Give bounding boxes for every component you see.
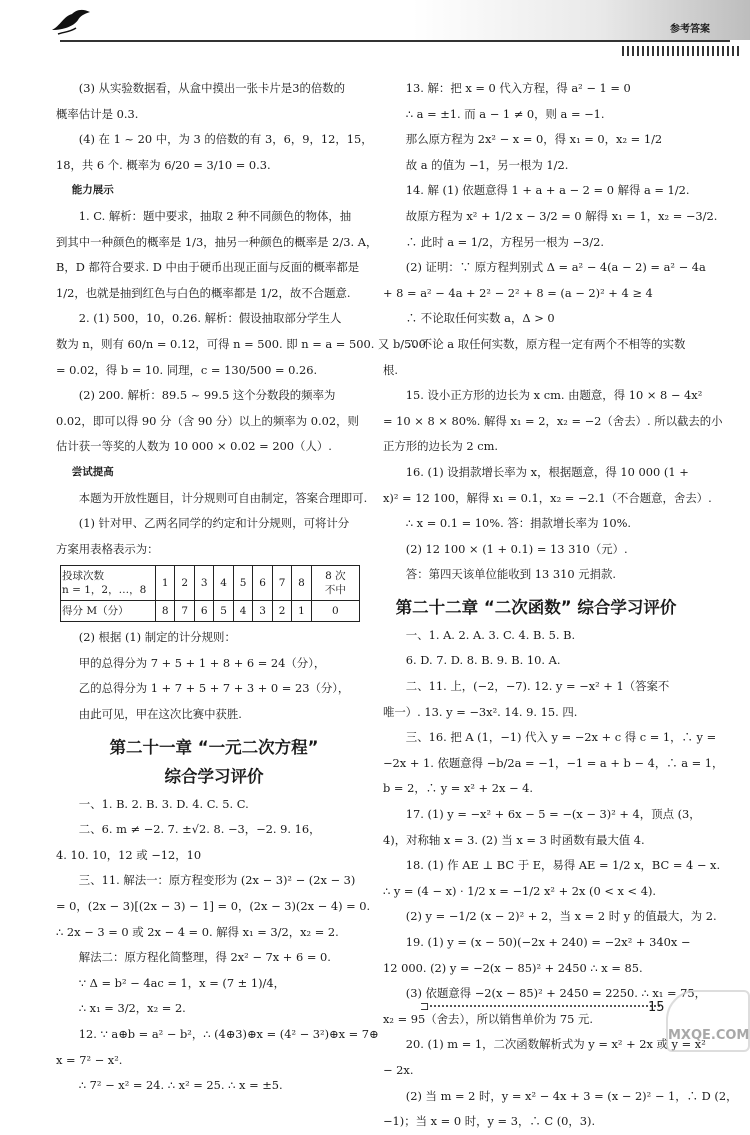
paragraph: 2. (1) 500，10，0.26. 解析：假设抽取部分学生人 — [78, 311, 342, 326]
paragraph: 12. ∵ a⊕b = a² − b²，∴ (4⊕3)⊕x = (4² − 3²)⊕x = 7⊕ — [78, 1027, 379, 1041]
page-number: 15 — [648, 1000, 665, 1015]
paragraph: x)² = 12 100，解得 x₁ = 0.1，x₂ = −2.1（不合题意，舍去）. — [383, 490, 712, 505]
paragraph: ∴ 不论取任何实数 a，Δ > 0 — [405, 311, 555, 326]
table-cell: 8 次 不中 — [311, 566, 359, 601]
paragraph: 4)，对称轴 x = 3. (2) 当 x = 3 时函数有最大值 4. — [383, 832, 645, 847]
paragraph: 6. D. 7. D. 8. B. 9. B. 10. A. — [405, 653, 561, 668]
paragraph: b = 2，∴ y = x² + 2x − 4. — [383, 781, 534, 796]
paragraph: (3) 依题意得 −2(x − 85)² + 2450 = 2250. ∴ x₁ = 75， — [405, 986, 707, 1001]
table-cell: 8 — [292, 566, 311, 601]
header-title: 参考答案 — [670, 24, 710, 35]
paragraph: 12 000. (2) y = −2(x − 85)² + 2450 ∴ x = 85. — [383, 960, 643, 975]
section-heading: 尝试提高 — [71, 465, 114, 478]
table-row — [61, 601, 360, 622]
paragraph: 4. 10. 10，12 或 −12，10 — [56, 847, 202, 862]
table-cell: 5 — [233, 566, 252, 601]
paragraph: = 0，(2x − 3)[(2x − 3) − 1] = 0，(2x − 3)(2x − 4) = 0. — [56, 899, 371, 914]
paragraph: 一、1. B. 2. B. 3. D. 4. C. 5. C. — [78, 796, 249, 811]
paragraph: 唯一）. 13. y = −3x². 14. 9. 15. 四. — [383, 704, 578, 719]
paragraph: 20. (1) m = 1，二次函数解析式为 y = x² + 2x 或 y = x² — [405, 1037, 706, 1052]
paragraph: ∵ Δ = b² − 4ac = 1，x = (7 ± 1)/4， — [78, 975, 286, 990]
footer-dotted-rule — [430, 1005, 660, 1007]
paragraph: (3) 从实验数据看，从盒中摸出一张卡片是3的倍数的 — [78, 81, 346, 95]
paragraph: ∴ x = 0.1 = 10%. 答：捐款增长率为 10%. — [405, 516, 632, 531]
paragraph: 概率估计是 0.3. — [56, 106, 139, 121]
table-cell: 7 — [272, 566, 291, 601]
chapter-title: 第二十二章 “二次函数” 综合学习评价 — [395, 597, 677, 617]
bird-logo-icon — [50, 6, 94, 36]
paragraph: x₂ = 95（舍去），所以销售单价为 75 元. — [383, 1011, 594, 1026]
table-cell: 4 — [233, 601, 252, 622]
paragraph: 14. 解 (1) 依题意得 1 + a + a − 2 = 0 解得 a = 1/2. — [405, 183, 690, 198]
paragraph: (1) 针对甲、乙两名同学的约定和计分规则，可将计分 — [78, 516, 350, 531]
paragraph: 故 a 的值为 −1，另一根为 1/2. — [405, 157, 569, 172]
paragraph: + 8 = a² − 4a + 2² − 2² + 8 = (a − 2)² + 4 ≥ 4 — [383, 285, 653, 300]
table-cell: 1 — [292, 601, 311, 622]
paragraph: (2) 12 100 × (1 + 0.1) = 13 310（元）. — [405, 541, 628, 556]
paragraph: = 10 × 8 × 80%. 解得 x₁ = 2，x₂ = −2（舍去）. 所以截去的小 — [383, 413, 723, 428]
paragraph: 18，共 6 个. 概率为 6/20 = 3/10 = 0.3. — [56, 157, 271, 172]
paragraph: ∴ a = ±1. 而 a − 1 ≠ 0，则 a = −1. — [405, 106, 605, 121]
table-cell: 8 — [156, 601, 175, 622]
header-rule — [60, 40, 730, 42]
paragraph: ∴ 7² − x² = 24. ∴ x² = 25. ∴ x = ±5. — [78, 1078, 283, 1093]
header-band — [0, 0, 750, 40]
table-cell: 7 — [175, 601, 194, 622]
page-header — [0, 0, 750, 42]
paragraph: 17. (1) y = −x² + 6x − 5 = −(x − 3)² + 4，顶点 (3， — [405, 807, 701, 822]
paragraph: 1/2，也就是抽到红色与白色的概率都是 1/2，故不合题意. — [56, 285, 351, 300]
paragraph: 三、16. 把 A (1，−1) 代入 y = −2x + c 得 c = 1，∴ y = — [405, 730, 717, 745]
paragraph: (2) 200. 解析：89.5 ~ 99.5 这个分数段的频率为 — [78, 388, 336, 403]
paragraph: (2) y = −1/2 (x − 2)² + 2，当 x = 2 时 y 的值最大，为 2. — [405, 909, 717, 924]
section-heading: 能力展示 — [71, 184, 114, 197]
paragraph: ∴ 2x − 3 = 0 或 2x − 4 = 0. 解得 x₁ = 3/2，x₂ = 2. — [56, 924, 339, 939]
footer-bracket: ⊐ — [420, 1000, 430, 1013]
paragraph: B，D 都符合要求. D 中由于硬币出现正面与反面的概率都是 — [56, 260, 360, 275]
paragraph: ∴ x₁ = 3/2，x₂ = 2. — [78, 1001, 186, 1016]
paragraph: 估计获一等奖的人数为 10 000 × 0.02 = 200（人）. — [56, 439, 332, 454]
paragraph: 方案用表格表示为： — [56, 541, 159, 556]
table-cell: 6 — [253, 566, 272, 601]
table-cell: 6 — [194, 601, 213, 622]
paragraph: 甲的总得分为 7 + 5 + 1 + 8 + 6 = 24（分）， — [78, 655, 326, 670]
paragraph: 根. — [383, 362, 399, 377]
paragraph: 二、11. 上，(−2，−7). 12. y = −x² + 1（答案不 — [405, 679, 670, 694]
paragraph: 解法二：原方程化简整理，得 2x² − 7x + 6 = 0. — [78, 950, 331, 965]
table-header-cell: 得分 M（分） — [61, 601, 156, 622]
paragraph: −1)；当 x = 0 时，y = 3，∴ C (0，3). — [383, 1114, 596, 1129]
paragraph: 19. (1) y = (x − 50)(−2x + 240) = −2x² + 340x − — [405, 935, 691, 949]
paragraph: 18. (1) 作 AE ⊥ BC 于 E，易得 AE = 1/2 x，BC = 4 − x. — [405, 858, 721, 873]
paragraph: 本题为开放性题目，计分规则可自由制定，答案合理即可. — [78, 490, 368, 505]
header-stripes — [622, 46, 742, 56]
paragraph: (2) 证明：∵ 原方程判别式 Δ = a² − 4(a − 2) = a² − 4a — [405, 260, 706, 275]
paragraph: − 2x. — [383, 1062, 414, 1077]
watermark-text: MXQE.COM — [668, 1028, 750, 1043]
paragraph: 正方形的边长为 2 cm. — [383, 439, 499, 454]
table-cell: 2 — [175, 566, 194, 601]
paragraph: 答：第四天该单位能收到 13 310 元捐款. — [405, 567, 616, 582]
paragraph: 乙的总得分为 1 + 7 + 5 + 7 + 3 + 0 = 23（分）， — [78, 681, 350, 696]
table-cell: 3 — [194, 566, 213, 601]
paragraph: 那么原方程为 2x² − x = 0，得 x₁ = 0，x₂ = 1/2 — [405, 132, 663, 147]
paragraph: 二、6. m ≠ −2. 7. ±√2. 8. −3，−2. 9. 16， — [78, 822, 321, 837]
paragraph: 15. 设小正方形的边长为 x cm. 由题意，得 10 × 8 − 4x² — [405, 388, 703, 403]
table-cell: 5 — [214, 601, 233, 622]
paragraph: (2) 当 m = 2 时，y = x² − 4x + 3 = (x − 2)² − 1，∴ D (2， — [405, 1088, 738, 1103]
paragraph: (2) 根据 (1) 制定的计分规则： — [78, 630, 236, 645]
table-cell: 0 — [311, 601, 359, 622]
paragraph: 一、1. A. 2. A. 3. C. 4. B. 5. B. — [405, 627, 576, 642]
table-row — [61, 566, 360, 601]
paragraph: 三、11. 解法一：原方程变形为 (2x − 3)² − (2x − 3) — [78, 873, 356, 888]
paragraph: 1. C. 解析：题中要求，抽取 2 种不同颜色的物体，抽 — [78, 208, 352, 223]
table-cell: 4 — [214, 566, 233, 601]
paragraph: 数为 n，则有 60/n = 0.12，可得 n = 500. 即 n = a = 500. 又 b/500 — [56, 336, 426, 351]
table-cell: 3 — [253, 601, 272, 622]
paragraph: = 0.02，得 b = 10. 同理，c = 130/500 = 0.26. — [56, 362, 318, 377]
table-header-cell: 投球次数 n = 1，2，…，8 — [61, 566, 156, 601]
table-cell: 2 — [272, 601, 291, 622]
paragraph: ∴ 此时 a = 1/2，方程另一根为 −3/2. — [405, 234, 604, 249]
chapter-subtitle: 综合学习评价 — [164, 766, 264, 786]
paragraph: x = 7² − x². — [56, 1052, 123, 1067]
paragraph: (4) 在 1 ~ 20 中，为 3 的倍数的有 3，6，9，12，15， — [78, 132, 373, 147]
paragraph: 由此可见，甲在这次比赛中获胜. — [78, 707, 242, 722]
paragraph: ∴ y = (4 − x) · 1/2 x = −1/2 x² + 2x (0 < x < 4). — [383, 883, 657, 898]
paragraph: 0.02，即可以得 90 分（含 90 分）以上的频率为 0.02，则 — [56, 413, 359, 428]
paragraph: 13. 解：把 x = 0 代入方程，得 a² − 1 = 0 — [405, 81, 631, 95]
paragraph: 到其中一种颜色的概率是 1/3，抽另一种颜色的概率是 2/3. A， — [56, 234, 378, 249]
left-column — [56, 76, 426, 1099]
paragraph: 故原方程为 x² + 1/2 x − 3/2 = 0 解得 x₁ = 1，x₂ = −3/2. — [405, 208, 718, 223]
paragraph: ∴ 不论 a 取任何实数，原方程一定有两个不相等的实数 — [405, 336, 686, 351]
table-cell: 1 — [156, 566, 175, 601]
paragraph: −2x + 1. 依题意得 −b/2a = −1，−1 = a + b − 4，∴ a = 1， — [383, 755, 724, 770]
scoring-table — [60, 565, 360, 622]
paragraph: 16. (1) 设捐款增长率为 x，根据题意，得 10 000 (1 + — [405, 464, 689, 479]
chapter-title: 第二十一章 “一元二次方程” — [109, 737, 319, 757]
